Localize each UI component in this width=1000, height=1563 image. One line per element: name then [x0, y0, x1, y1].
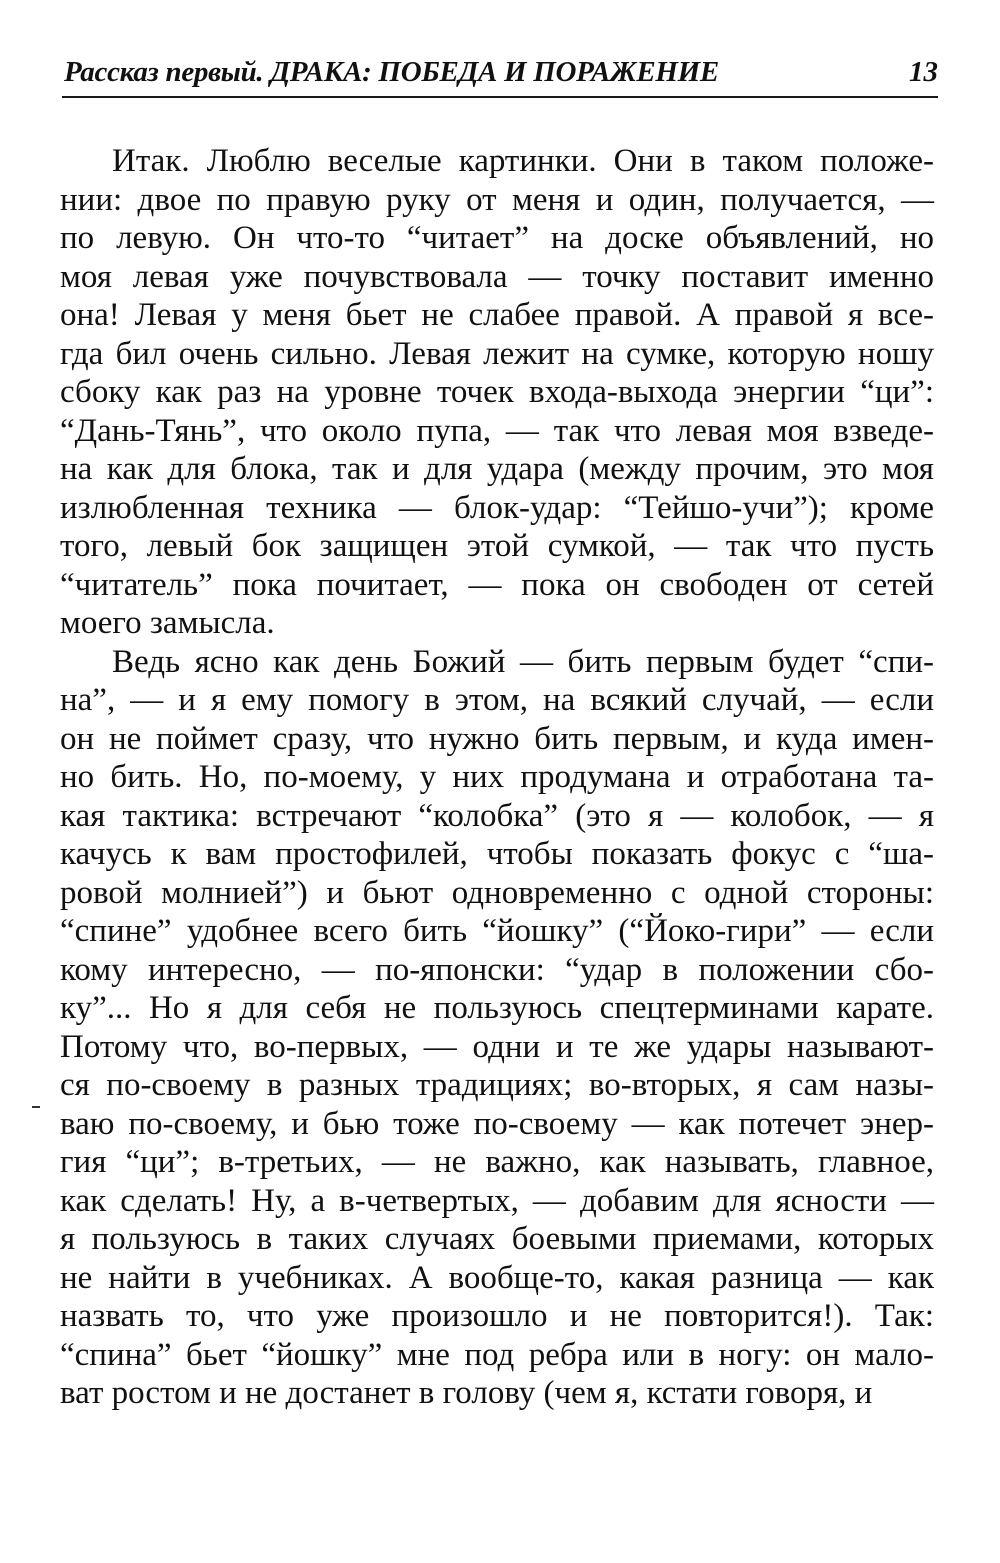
- text-line: ваю по-своему, и бью тоже по-своему — как потечет энер-: [60, 1105, 934, 1142]
- text-line: гия “ци”; в-третьих, — не важно, как называть, главное,: [60, 1144, 934, 1180]
- body-text: [60, 142, 934, 1413]
- text-line: на”, — и я ему помогу в этом, на всякий случай, — если: [60, 682, 934, 718]
- page-header: [62, 52, 938, 98]
- text-line: ровой молнией”) и бьют одновременно с одной стороны:: [60, 874, 934, 911]
- text-line: назвать то, что уже произошло и не повторится!). Так:: [60, 1298, 934, 1334]
- text-line: на как для блока, так и для удара (между прочим, это моя: [60, 451, 934, 487]
- text-line: Ведь ясно как день Божий — бить первым будет “спи-: [112, 643, 934, 680]
- text-line: но бить. Но, по-моему, у них продумана и отработана та-: [60, 759, 934, 795]
- text-line: того, левый бок защищен этой сумкой, — так что пусть: [60, 528, 934, 564]
- text-line: по левую. Он что-то “читает” на доске объявлений, но: [60, 220, 934, 256]
- page-number: 13: [909, 56, 938, 88]
- text-line: “Дань-Тянь”, что около пупа, — так что левая моя взведе-: [60, 412, 934, 449]
- text-line: “спине” удобнее всего бить “йошку” (“Йоко-гири” — если: [60, 913, 934, 949]
- text-line: он не поймет сразу, что нужно бить первым, и куда имен-: [60, 720, 934, 757]
- text-line: я пользуюсь в таких случаях боевыми приемами, которых: [60, 1221, 934, 1257]
- text-line: она! Левая у меня бьет не слабее правой. А правой я все-: [60, 297, 934, 333]
- text-line: качусь к вам простофилей, чтобы показать фокус с “ша-: [60, 836, 934, 872]
- margin-mark: [32, 1106, 40, 1108]
- text-line: ват ростом и не достанет в голову (чем я, кстати говоря, и: [60, 1375, 873, 1411]
- text-line: Потому что, во-первых, — одни и те же удары называют-: [60, 1028, 934, 1065]
- text-line: не найти в учебниках. А вообще-то, какая разница — как: [60, 1259, 934, 1296]
- running-title: Рассказ первый. ДРАКА: ПОБЕДА И ПОРАЖЕНИЕ: [64, 56, 719, 88]
- paragraph: [60, 142, 934, 643]
- text-line: сбоку как раз на уровне точек входа-выхода энергии “ци”:: [60, 374, 934, 410]
- text-line: кому интересно, — по-японски: “удар в положении сбо-: [60, 951, 934, 988]
- text-line: как сделать! Ну, а в-четвертых, — добавим для ясности —: [60, 1182, 934, 1219]
- text-line: моя левая уже почувствовала — точку поставит именно: [60, 258, 934, 295]
- paragraph: [60, 643, 934, 1413]
- text-line: ку”... Но я для себя не пользуюсь спецтерминами карате.: [60, 990, 934, 1026]
- text-line: “спина” бьет “йошку” мне под ребра или в ногу: он мало-: [60, 1336, 934, 1373]
- text-line: Итак. Люблю веселые картинки. Они в таком положе-: [112, 143, 934, 179]
- text-line: нии: двое по правую руку от меня и один, получается, —: [60, 181, 934, 218]
- text-line: ся по-своему в разных традициях; во-вторых, я сам назы-: [60, 1067, 934, 1103]
- text-line: гда бил очень сильно. Левая лежит на сумке, которую ношу: [60, 335, 934, 372]
- text-line: моего замысла.: [60, 605, 275, 641]
- text-line: кая тактика: встречают “колобка” (это я — колобок, — я: [60, 797, 934, 834]
- text-line: “читатель” пока почитает, — пока он свободен от сетей: [60, 566, 934, 603]
- text-line: излюбленная техника — блок-удар: “Тейшо-учи”); кроме: [60, 489, 934, 526]
